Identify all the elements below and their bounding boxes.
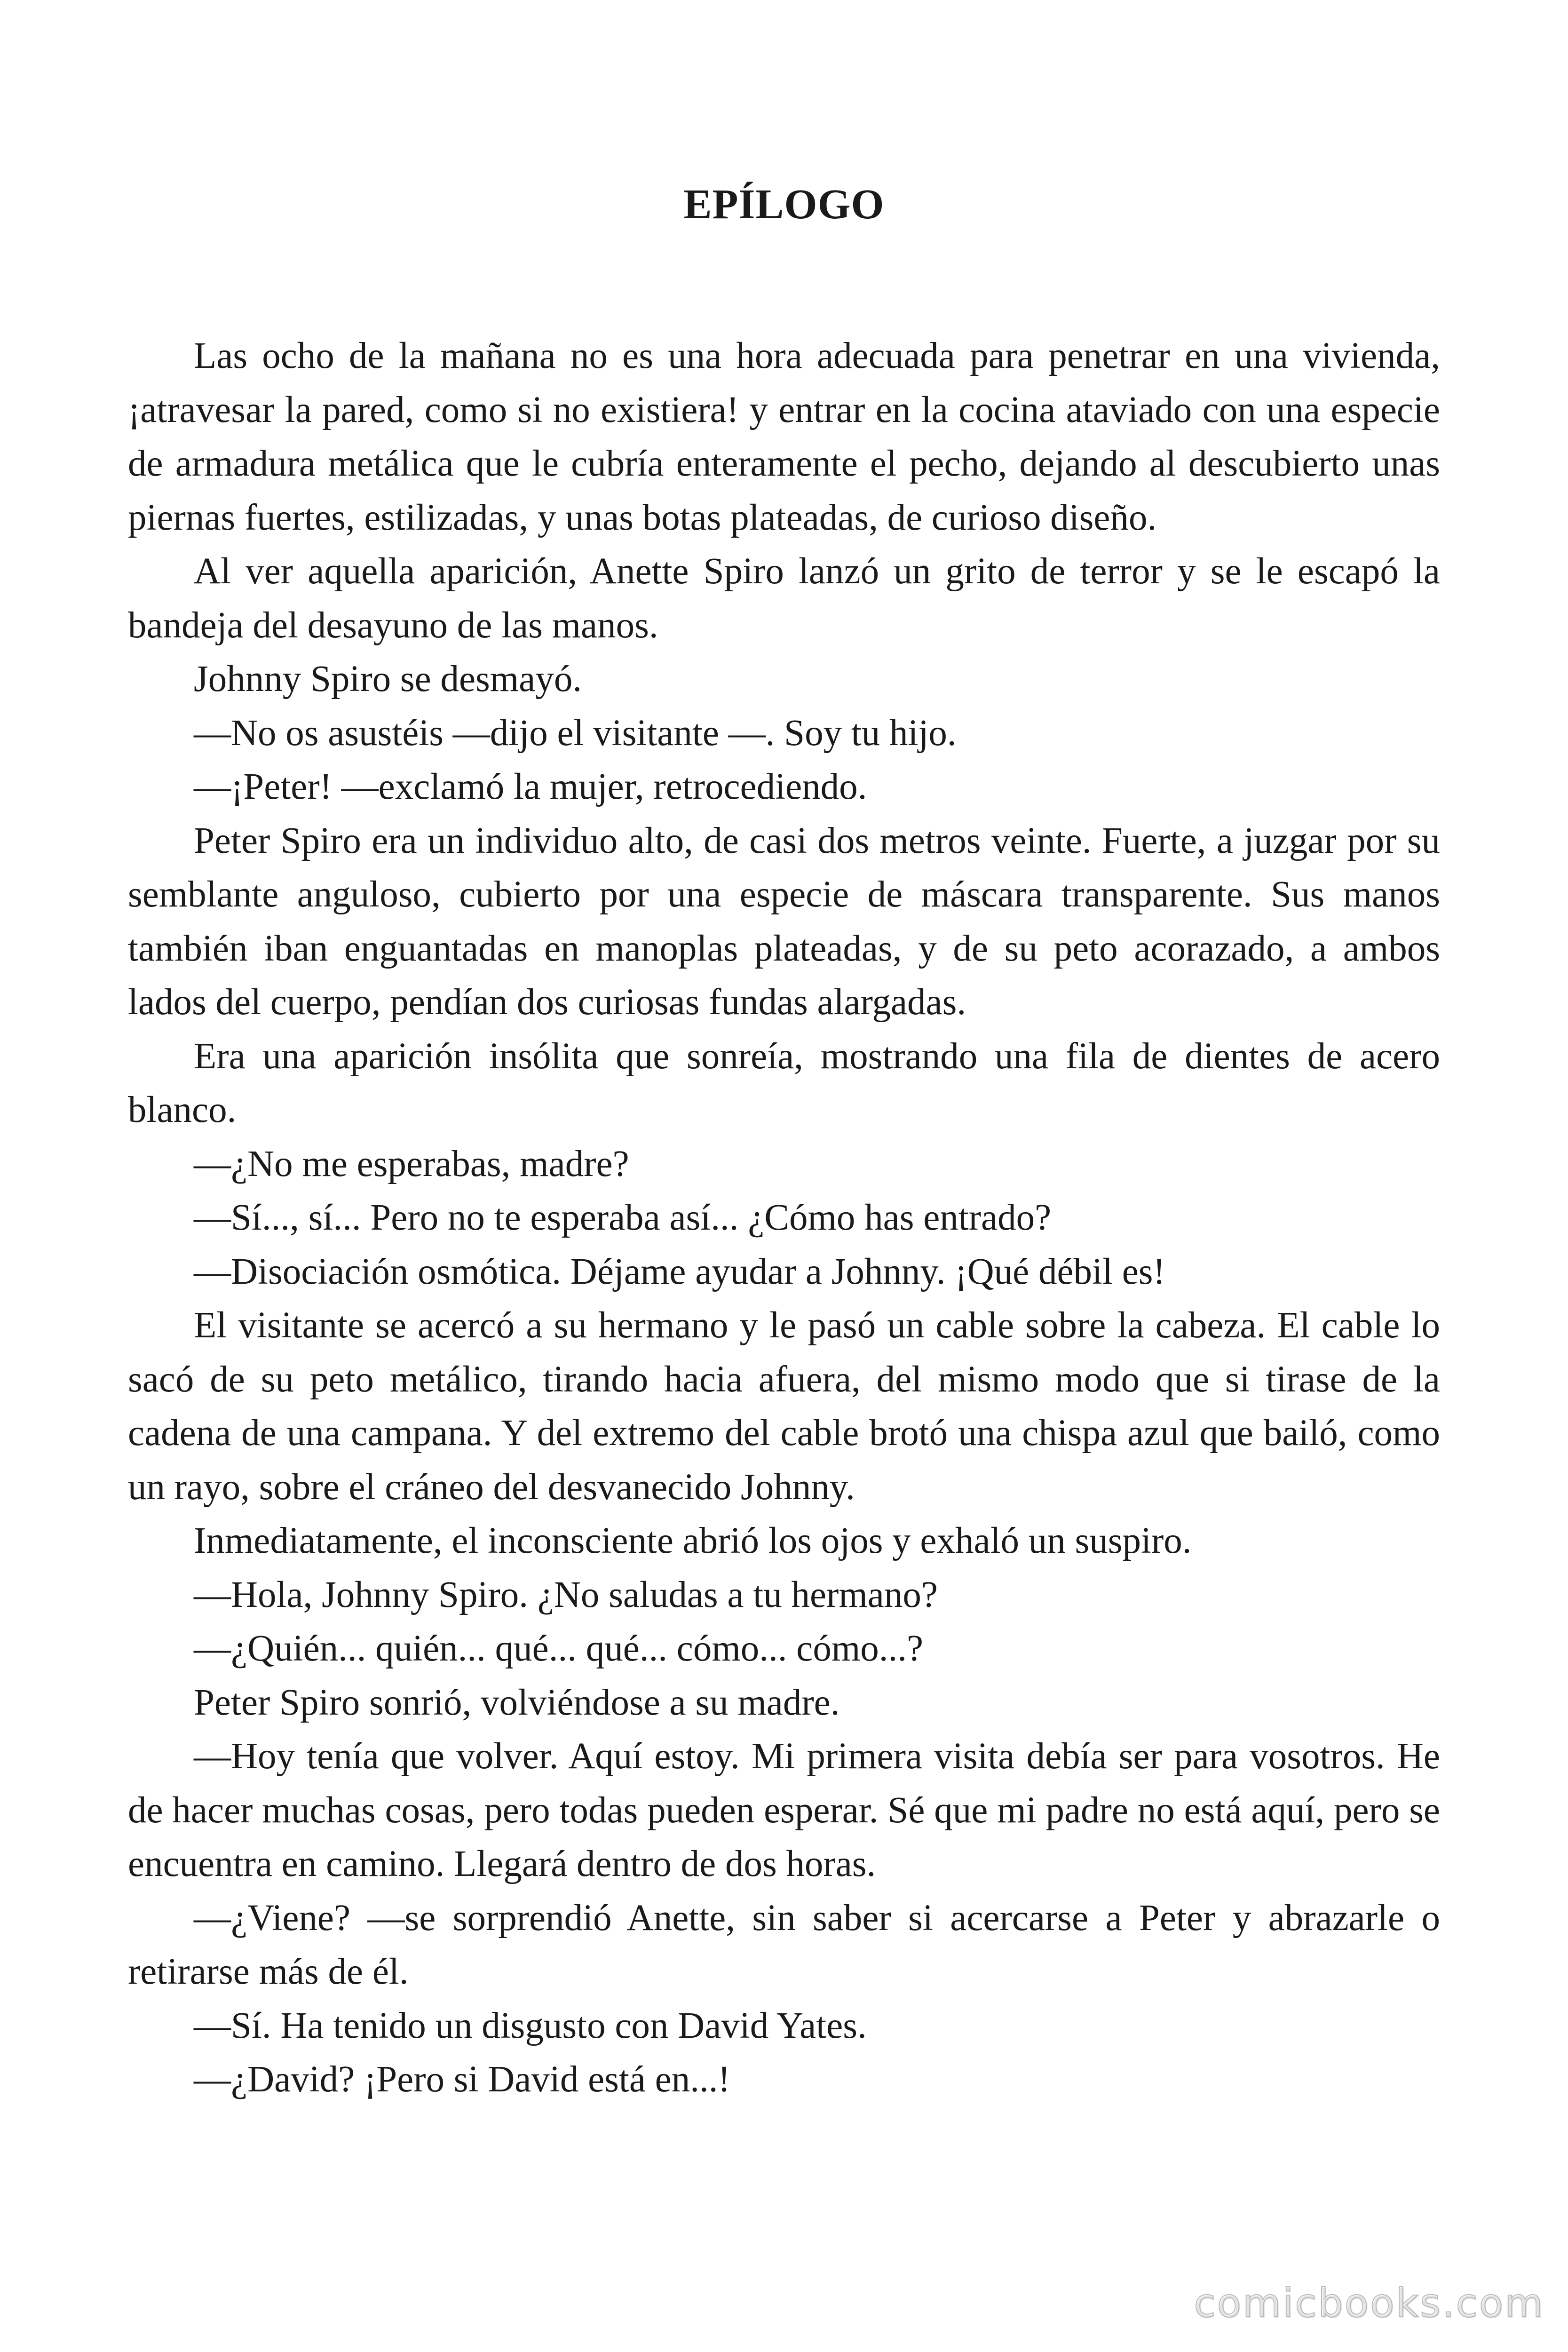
paragraph: —Disociación osmótica. Déjame ayudar a Johnny. ¡Qué débil es! [194,1251,1165,1292]
paragraph: Johnny Spiro se desmayó. [194,659,582,699]
paragraph: Inmediatamente, el inconsciente abrió los ojos y exhaló un suspiro. [194,1520,1192,1561]
paragraph: —¿Quién... quién... qué... qué... cómo... cómo...? [194,1628,924,1669]
paragraph: —Hola, Johnny Spiro. ¿No saludas a tu hermano? [194,1574,938,1615]
paragraph: —¿David? ¡Pero si David está en...! [194,2059,730,2100]
watermark: comicbooks.com [1194,2280,1544,2326]
paragraph: Al ver aquella aparición, Anette Spiro lanzó un grito de terror y se le escapó la bandeja del desayuno de las manos. [128,551,1440,646]
paragraph: —¿Viene? —se sorprendió Anette, sin saber si acercarse a Peter y abrazarle o retirarse más de él. [128,1897,1440,1992]
chapter-title: EPÍLOGO [683,181,885,228]
paragraph: —¿No me esperabas, madre? [194,1143,629,1184]
page-content [128,179,1440,2107]
paragraph: Las ocho de la mañana no es una hora adecuada para penetrar en una vivienda, ¡atravesar la pared, como si no existiera! y entrar en la cocina ataviado con una especie de armadura metálica que le cubría enteramente el pecho, dejando al descubierto unas piernas fuertes, estilizadas, y unas botas plateadas, de curioso diseño. [128,335,1440,538]
chapter-body [128,329,1440,2107]
paragraph: —Hoy tenía que volver. Aquí estoy. Mi primera visita debía ser para vosotros. He de hacer muchas cosas, pero todas pueden esperar. Sé que mi padre no está aquí, pero se encuentra en camino. Llegará dentro de dos horas. [128,1736,1440,1884]
paragraph: El visitante se acercó a su hermano y le pasó un cable sobre la cabeza. El cable lo sacó de su peto metálico, tirando hacia afuera, del mismo modo que si tirase de la cadena de una campana. Y del extremo del cable brotó una chispa azul que bailó, como un rayo, sobre el cráneo del desvanecido Johnny. [128,1305,1440,1508]
paragraph: —Sí. Ha tenido un disgusto con David Yates. [194,2005,867,2046]
paragraph: —No os asustéis —dijo el visitante —. Soy tu hijo. [194,712,957,754]
paragraph: Era una aparición insólita que sonreía, mostrando una fila de dientes de acero blanco. [128,1035,1440,1130]
paragraph: Peter Spiro era un individuo alto, de casi dos metros veinte. Fuerte, a juzgar por su semblante anguloso, cubierto por una especie de máscara transparente. Sus manos también iban enguantadas en manoplas plateadas, y de su peto acorazado, a ambos lados del cuerpo, pendían dos curiosas fundas alargadas. [128,820,1440,1023]
paragraph: Peter Spiro sonrió, volviéndose a su madre. [194,1682,840,1723]
paragraph: —¡Peter! —exclamó la mujer, retrocediendo. [194,766,867,807]
paragraph: —Sí..., sí... Pero no te esperaba así... ¿Cómo has entrado? [194,1197,1052,1238]
